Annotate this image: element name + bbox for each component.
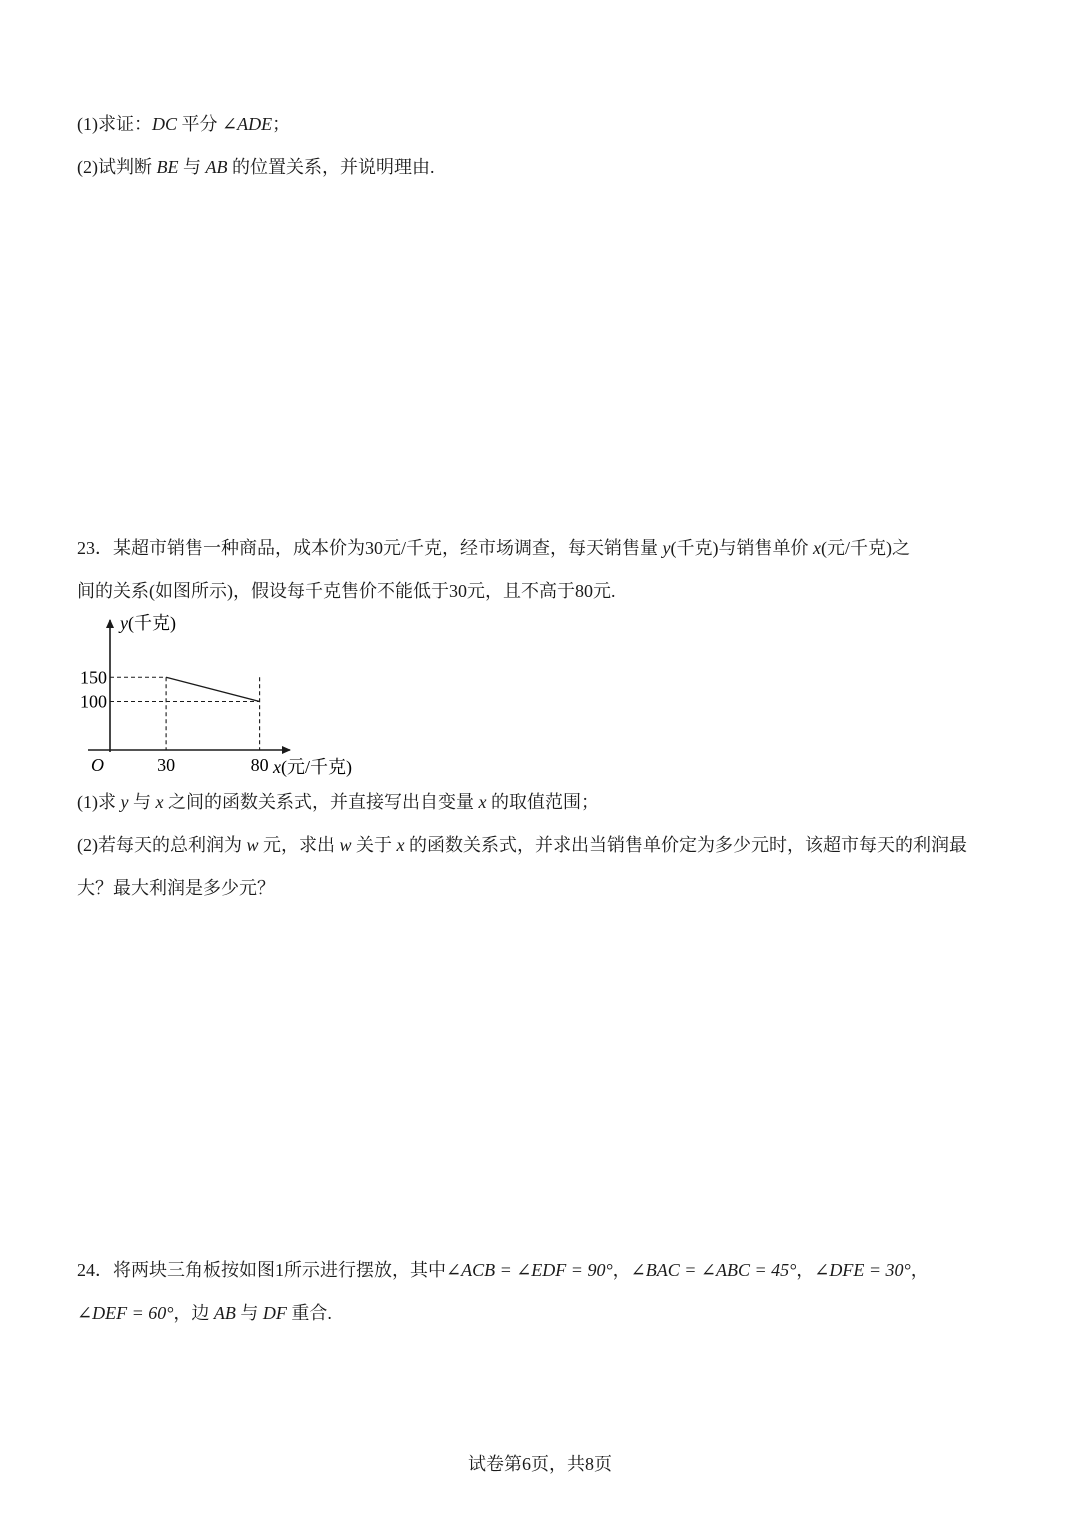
q23-part1-post: 的取值范围； bbox=[486, 792, 599, 812]
q23-part1-math-y: y bbox=[120, 792, 129, 812]
q22-part1-mid: 平分 ∠ bbox=[177, 114, 238, 134]
q24-stem-line1 bbox=[77, 1258, 929, 1282]
x-axis-label: x(元/千克) bbox=[273, 757, 352, 777]
q23-line1-math-y: y bbox=[662, 538, 671, 558]
q23-line1-pre: 23．某超市销售一种商品，成本价为30元/千克，经市场调查，每天销售量 bbox=[77, 538, 663, 558]
q23-line1-math-x: x bbox=[813, 538, 821, 558]
q23-part2-line2: 大？最大利润是多少元？ bbox=[77, 878, 275, 898]
q24-line2-post: 重合. bbox=[286, 1303, 332, 1323]
q22-part1-prefix: (1)求证： bbox=[77, 114, 152, 134]
q22-part2-prefix: (2)试判断 bbox=[77, 157, 157, 177]
q23-part1-pre: (1)求 bbox=[77, 792, 121, 812]
q23-part2-mid: 元，求出 bbox=[258, 835, 340, 855]
q23-part2-math-w: w bbox=[246, 835, 259, 855]
q23-part1-mid: 与 bbox=[128, 792, 156, 812]
q24-line1-math-angle3: ∠DFE = 30° bbox=[814, 1260, 911, 1280]
q22-part1-math-ade: ADE bbox=[237, 114, 273, 134]
q24-line1-math-angles1: ∠ACB = ∠EDF = 90° bbox=[446, 1260, 613, 1280]
q24-line2-math-angle: ∠DEF = 60° bbox=[77, 1303, 174, 1323]
q22-part2-math-be: BE bbox=[156, 157, 179, 177]
q24-line1-math-angles2: ∠BAC = ∠ABC = 45° bbox=[630, 1260, 797, 1280]
q22-part1-suffix: ； bbox=[272, 114, 291, 134]
q23-line1-post: (元/千克)之 bbox=[821, 538, 910, 558]
q23-part2-pre: (2)若每天的总利润为 bbox=[77, 835, 247, 855]
q23-graph bbox=[70, 610, 380, 785]
q23-part1-mid2: 之间的函数关系式，并直接写出自变量 bbox=[163, 792, 479, 812]
q23-line1-mid: (千克)与销售单价 bbox=[670, 538, 813, 558]
q23-stem-line1 bbox=[77, 536, 910, 560]
q23-part1-math-x: x bbox=[155, 792, 164, 812]
q24-line1-mid2: ， bbox=[796, 1260, 815, 1280]
q22-part2-mid: 与 bbox=[178, 157, 206, 177]
q24-line1-pre: 24．将两块三角板按如图1所示进行摆放，其中 bbox=[77, 1260, 446, 1280]
q22-part2-suffix: 的位置关系，并说明理由. bbox=[227, 157, 435, 177]
q23-part1-math-x2: x bbox=[478, 792, 487, 812]
x-tick-label-30: 30 bbox=[157, 755, 176, 775]
q24-line1-post: ， bbox=[910, 1260, 929, 1280]
q23-part2-math-w2: w bbox=[339, 835, 352, 855]
y-tick-label-100: 100 bbox=[80, 691, 107, 712]
q23-part2-math-x: x bbox=[396, 835, 405, 855]
y-axis-label: y(千克) bbox=[120, 613, 176, 633]
q23-stem-line2: 间的关系(如图所示)，假设每千克售价不能低于30元，且不高于80元. bbox=[77, 581, 616, 601]
q22-part1 bbox=[77, 112, 290, 136]
q24-line1-mid: ， bbox=[612, 1260, 631, 1280]
q22-part2-math-ab: AB bbox=[205, 157, 228, 177]
q22-part1-math-dc: DC bbox=[152, 114, 178, 134]
origin-label: O bbox=[91, 755, 104, 775]
series-line bbox=[166, 677, 260, 701]
y-tick-label-150: 150 bbox=[80, 667, 107, 688]
q23-part2-mid2: 关于 bbox=[351, 835, 397, 855]
q22-part2 bbox=[77, 155, 435, 179]
q24-line2-math-ab: AB bbox=[213, 1303, 236, 1323]
q23-part2-line1 bbox=[77, 833, 967, 857]
q24-stem-line2 bbox=[77, 1301, 332, 1325]
page-footer: 试卷第6页，共8页 bbox=[468, 1454, 612, 1474]
q24-line2-mid: ，边 bbox=[173, 1303, 214, 1323]
x-tick-label-80: 80 bbox=[250, 755, 269, 775]
q24-line2-mid2: 与 bbox=[235, 1303, 263, 1323]
q24-line2-math-df: DF bbox=[262, 1303, 287, 1323]
q23-part2-post: 的函数关系式，并求出当销售单价定为多少元时，该超市每天的利润最 bbox=[404, 835, 968, 855]
q23-part1 bbox=[77, 790, 599, 814]
